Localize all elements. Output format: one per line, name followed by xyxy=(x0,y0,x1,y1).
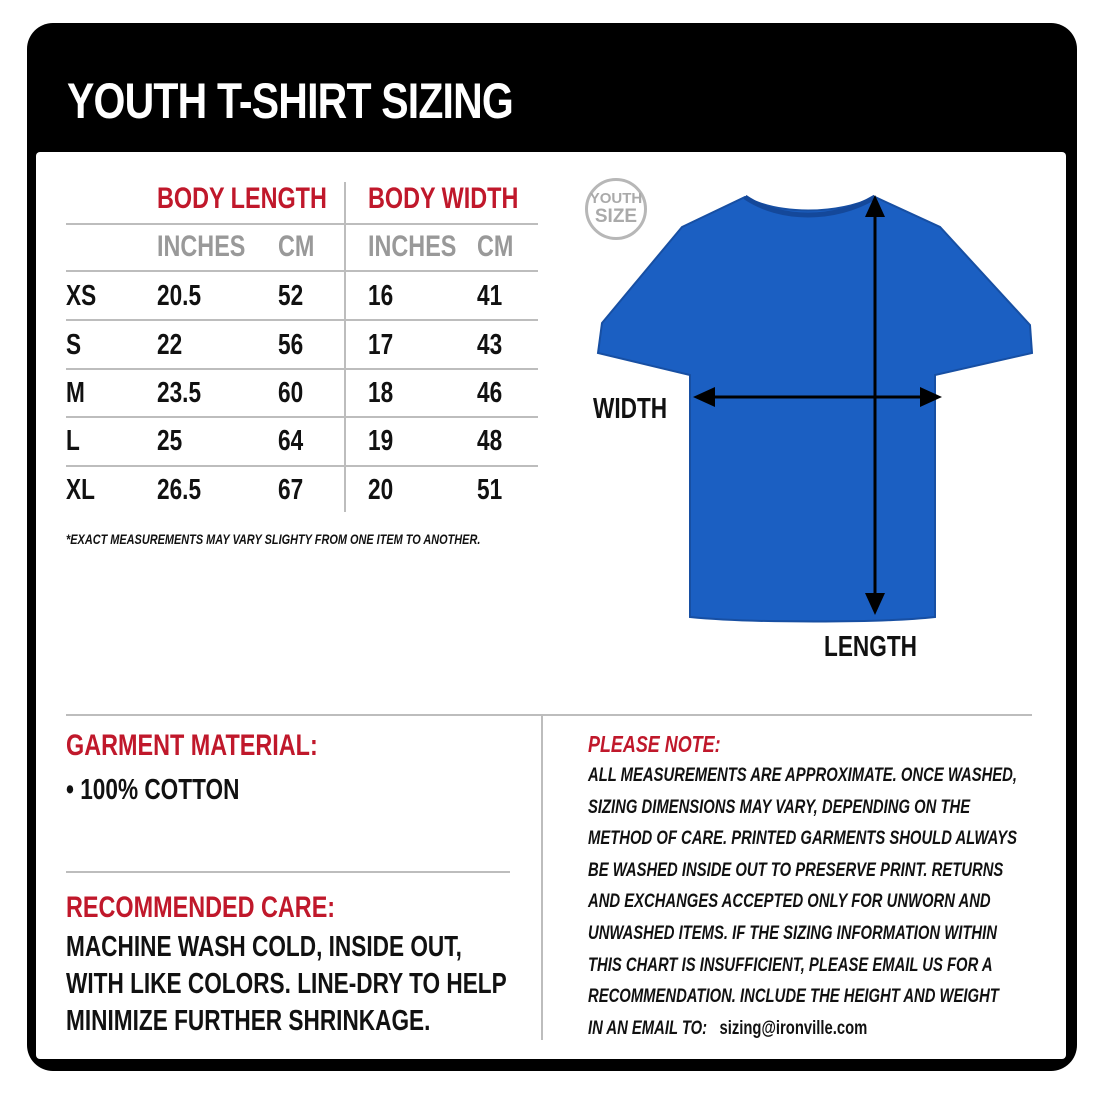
note-line: BE WASHED INSIDE OUT TO PRESERVE PRINT. RETURNS xyxy=(588,859,1004,881)
length-inches: 25 xyxy=(157,425,183,457)
page-title: YOUTH T-SHIRT SIZING xyxy=(67,73,514,129)
support-email-link[interactable]: sizing@ironville.com xyxy=(719,1017,868,1039)
note-title: PLEASE NOTE: xyxy=(588,731,721,757)
material-item: • 100% COTTON xyxy=(66,774,240,806)
note-line: AND EXCHANGES ACCEPTED ONLY FOR UNWORN AND xyxy=(588,891,991,913)
length-cm: 67 xyxy=(278,474,304,506)
width-cm: 43 xyxy=(477,329,503,361)
material-title: GARMENT MATERIAL: xyxy=(66,729,318,762)
width-inches: 17 xyxy=(368,329,394,361)
table-divider xyxy=(344,182,346,512)
length-inches: 20.5 xyxy=(157,280,202,312)
length-inches: 23.5 xyxy=(157,377,202,409)
care-line: MINIMIZE FURTHER SHRINKAGE. xyxy=(66,1005,431,1037)
table-rule xyxy=(66,416,538,418)
note-line: METHOD OF CARE. PRINTED GARMENTS SHOULD ALWAYS xyxy=(588,828,1017,850)
width-cm: 51 xyxy=(477,474,503,506)
table-rule xyxy=(66,465,538,467)
width-inches: 19 xyxy=(368,425,394,457)
header-body-width: BODY WIDTH xyxy=(368,182,519,215)
size-label: XS xyxy=(66,280,97,312)
section-divider xyxy=(66,714,1032,716)
size-label: XL xyxy=(66,474,95,506)
subheader-width-cm: CM xyxy=(477,230,514,263)
note-line: ALL MEASUREMENTS ARE APPROXIMATE. ONCE WASHED, xyxy=(588,765,1017,786)
disclaimer-text: *EXACT MEASUREMENTS MAY VARY SLIGHTY FROM ONE ITEM TO ANOTHER. xyxy=(66,531,481,547)
care-title: RECOMMENDED CARE: xyxy=(66,891,336,924)
note-line: RECOMMENDATION. INCLUDE THE HEIGHT AND WEIGHT xyxy=(588,986,999,1008)
note-line: SIZING DIMENSIONS MAY VARY, DEPENDING ON THE xyxy=(588,796,971,818)
width-inches: 16 xyxy=(368,280,394,312)
note-line: UNWASHED ITEMS. IF THE SIZING INFORMATION WITHIN xyxy=(588,922,997,944)
header-body-length: BODY LENGTH xyxy=(157,182,327,215)
length-inches: 22 xyxy=(157,329,183,361)
length-label: LENGTH xyxy=(824,631,917,663)
care-line: WITH LIKE COLORS. LINE-DRY TO HELP xyxy=(66,968,507,1000)
width-label: WIDTH xyxy=(593,393,668,425)
table-rule xyxy=(66,223,538,225)
size-label: M xyxy=(66,377,85,409)
size-label: S xyxy=(66,329,82,361)
width-cm: 41 xyxy=(477,280,503,312)
care-line: MACHINE WASH COLD, INSIDE OUT, xyxy=(66,931,462,963)
care-instructions xyxy=(66,929,631,1040)
subheader-length-inches: INCHES xyxy=(157,230,246,263)
subheader-width-inches: INCHES xyxy=(368,230,457,263)
width-cm: 48 xyxy=(477,425,503,457)
length-cm: 52 xyxy=(278,280,304,312)
length-cm: 60 xyxy=(278,377,304,409)
note-line: THIS CHART IS INSUFFICIENT, PLEASE EMAIL US FOR A xyxy=(588,954,993,976)
table-rule xyxy=(66,270,538,272)
email-prefix: IN AN EMAIL TO: xyxy=(588,1017,708,1039)
table-rule xyxy=(66,368,538,370)
badge-line-1: YOUTH xyxy=(589,190,643,207)
width-inches: 18 xyxy=(368,377,394,409)
width-cm: 46 xyxy=(477,377,503,409)
badge-line-2: SIZE xyxy=(594,206,638,227)
material-divider xyxy=(66,871,510,873)
note-body xyxy=(588,760,1100,1044)
length-cm: 56 xyxy=(278,329,304,361)
table-rule xyxy=(66,319,538,321)
length-cm: 64 xyxy=(278,425,304,457)
subheader-length-cm: CM xyxy=(278,230,315,263)
width-inches: 20 xyxy=(368,474,394,506)
size-label: L xyxy=(66,425,80,457)
length-inches: 26.5 xyxy=(157,474,202,506)
